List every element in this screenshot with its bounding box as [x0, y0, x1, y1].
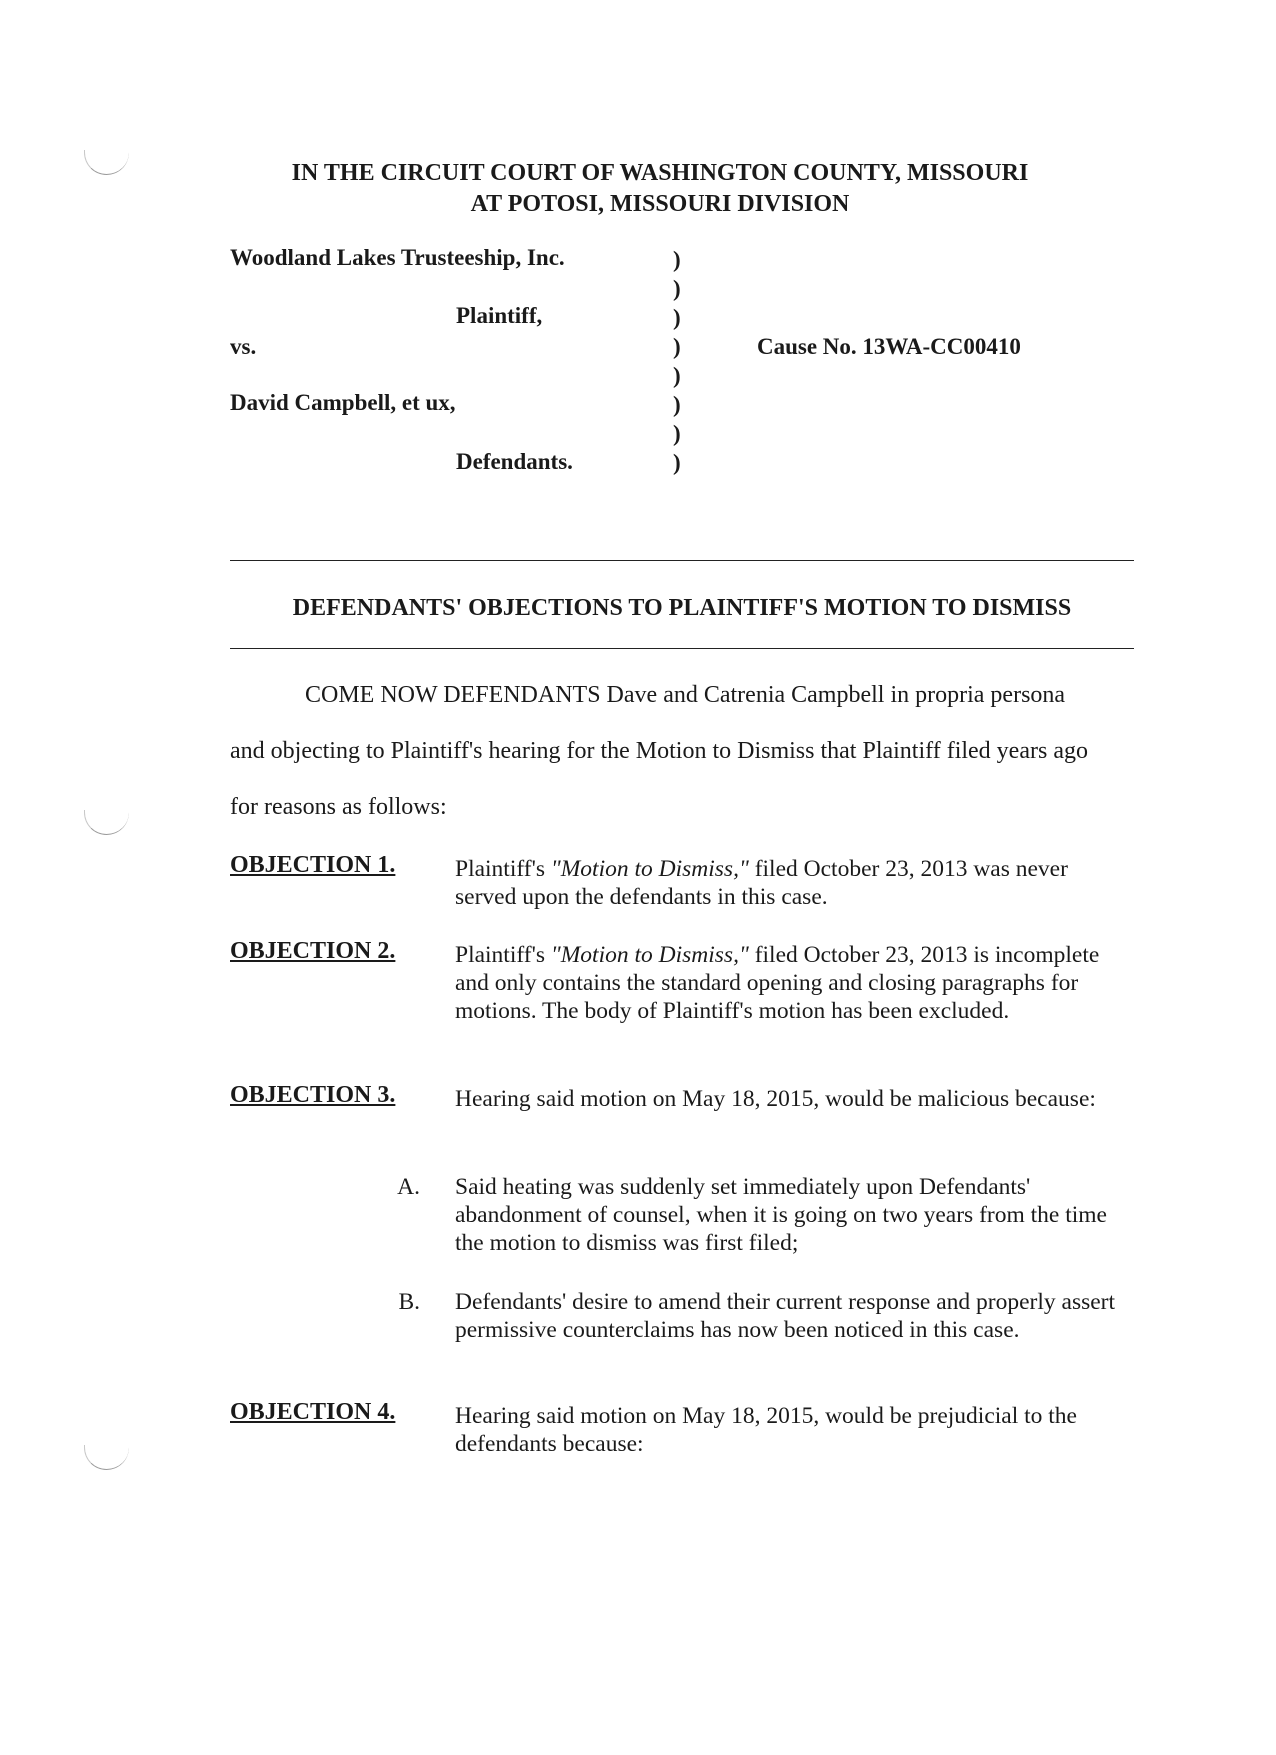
- plaintiff-name: Woodland Lakes Trusteeship, Inc.: [230, 245, 565, 270]
- cause-number: Cause No. 13WA-CC00410: [757, 334, 1021, 359]
- objection-2-prefix: Plaintiff's: [455, 942, 551, 968]
- intro-paragraph: [230, 667, 1134, 835]
- hole-punch-mark: [84, 810, 129, 835]
- paren: ): [673, 392, 681, 417]
- paren: ): [673, 276, 681, 301]
- objection-3-text: Hearing said motion on May 18, 2015, would be malicious because:: [455, 1086, 1096, 1112]
- objection-2-label: OBJECTION 2.: [230, 938, 396, 964]
- subitem-a-label: A.: [397, 1174, 420, 1200]
- plaintiff-label: Plaintiff,: [456, 303, 543, 328]
- objection-1-label: OBJECTION 1.: [230, 852, 396, 878]
- versus-label: vs.: [230, 334, 257, 359]
- objection-1-body: filed October 23, 2013 was never served upon the defendants in this case.: [455, 856, 1068, 910]
- objection-2-body: filed October 23, 2013 is incomplete and only contains the standard opening and closing paragraphs for motions. The body of Plaintiff's motion has been excluded.: [455, 942, 1100, 1024]
- hole-punch-mark: [84, 150, 129, 175]
- subitem-b-text: Defendants' desire to amend their current response and properly assert permissive counterclaims has now been noticed in this case.: [455, 1289, 1116, 1343]
- objection-4-label: OBJECTION 4.: [230, 1399, 396, 1425]
- intro-line: COME NOW DEFENDANTS Dave and Catrenia Campbell in propria persona: [305, 682, 1066, 708]
- divider-rule: [230, 648, 1134, 649]
- objection-1-motion-title: "Motion to Dismiss,": [550, 856, 749, 882]
- paren: ): [673, 305, 681, 330]
- objection-4-text: Hearing said motion on May 18, 2015, would be prejudicial to the defendants because:: [455, 1403, 1077, 1457]
- paren: ): [673, 450, 681, 475]
- paren: ): [673, 334, 681, 359]
- paren: ): [673, 363, 681, 388]
- document-title: DEFENDANTS' OBJECTIONS TO PLAINTIFF'S MOTION TO DISMISS: [292, 595, 1072, 621]
- court-heading-line2: AT POTOSI, MISSOURI DIVISION: [470, 191, 850, 217]
- objection-3-label: OBJECTION 3.: [230, 1082, 396, 1108]
- paren: ): [673, 421, 681, 446]
- caption-parentheses: [673, 245, 693, 477]
- paren: ): [673, 247, 681, 272]
- hole-punch-mark: [84, 1445, 129, 1470]
- court-heading-line1: IN THE CIRCUIT COURT OF WASHINGTON COUNTY, MISSOURI: [291, 160, 1029, 186]
- subitem-a-text: Said heating was suddenly set immediately upon Defendants' abandonment of counsel, when it is going on two years from the time the motion to dismiss was first filed;: [455, 1174, 1107, 1256]
- intro-line: for reasons as follows:: [230, 794, 447, 820]
- objection-1-prefix: Plaintiff's: [455, 856, 551, 882]
- court-heading: [230, 158, 1090, 220]
- intro-line: and objecting to Plaintiff's hearing for the Motion to Dismiss that Plaintiff filed years ago: [230, 738, 1088, 764]
- objection-2-text: [455, 941, 1135, 1025]
- subitem-b-label: B.: [398, 1289, 420, 1315]
- defendant-label: Defendants.: [456, 449, 573, 474]
- objection-1-text: [455, 855, 1135, 911]
- objection-2-motion-title: "Motion to Dismiss,": [550, 942, 749, 968]
- divider-rule: [230, 560, 1134, 561]
- defendant-name: David Campbell, et ux,: [230, 390, 456, 415]
